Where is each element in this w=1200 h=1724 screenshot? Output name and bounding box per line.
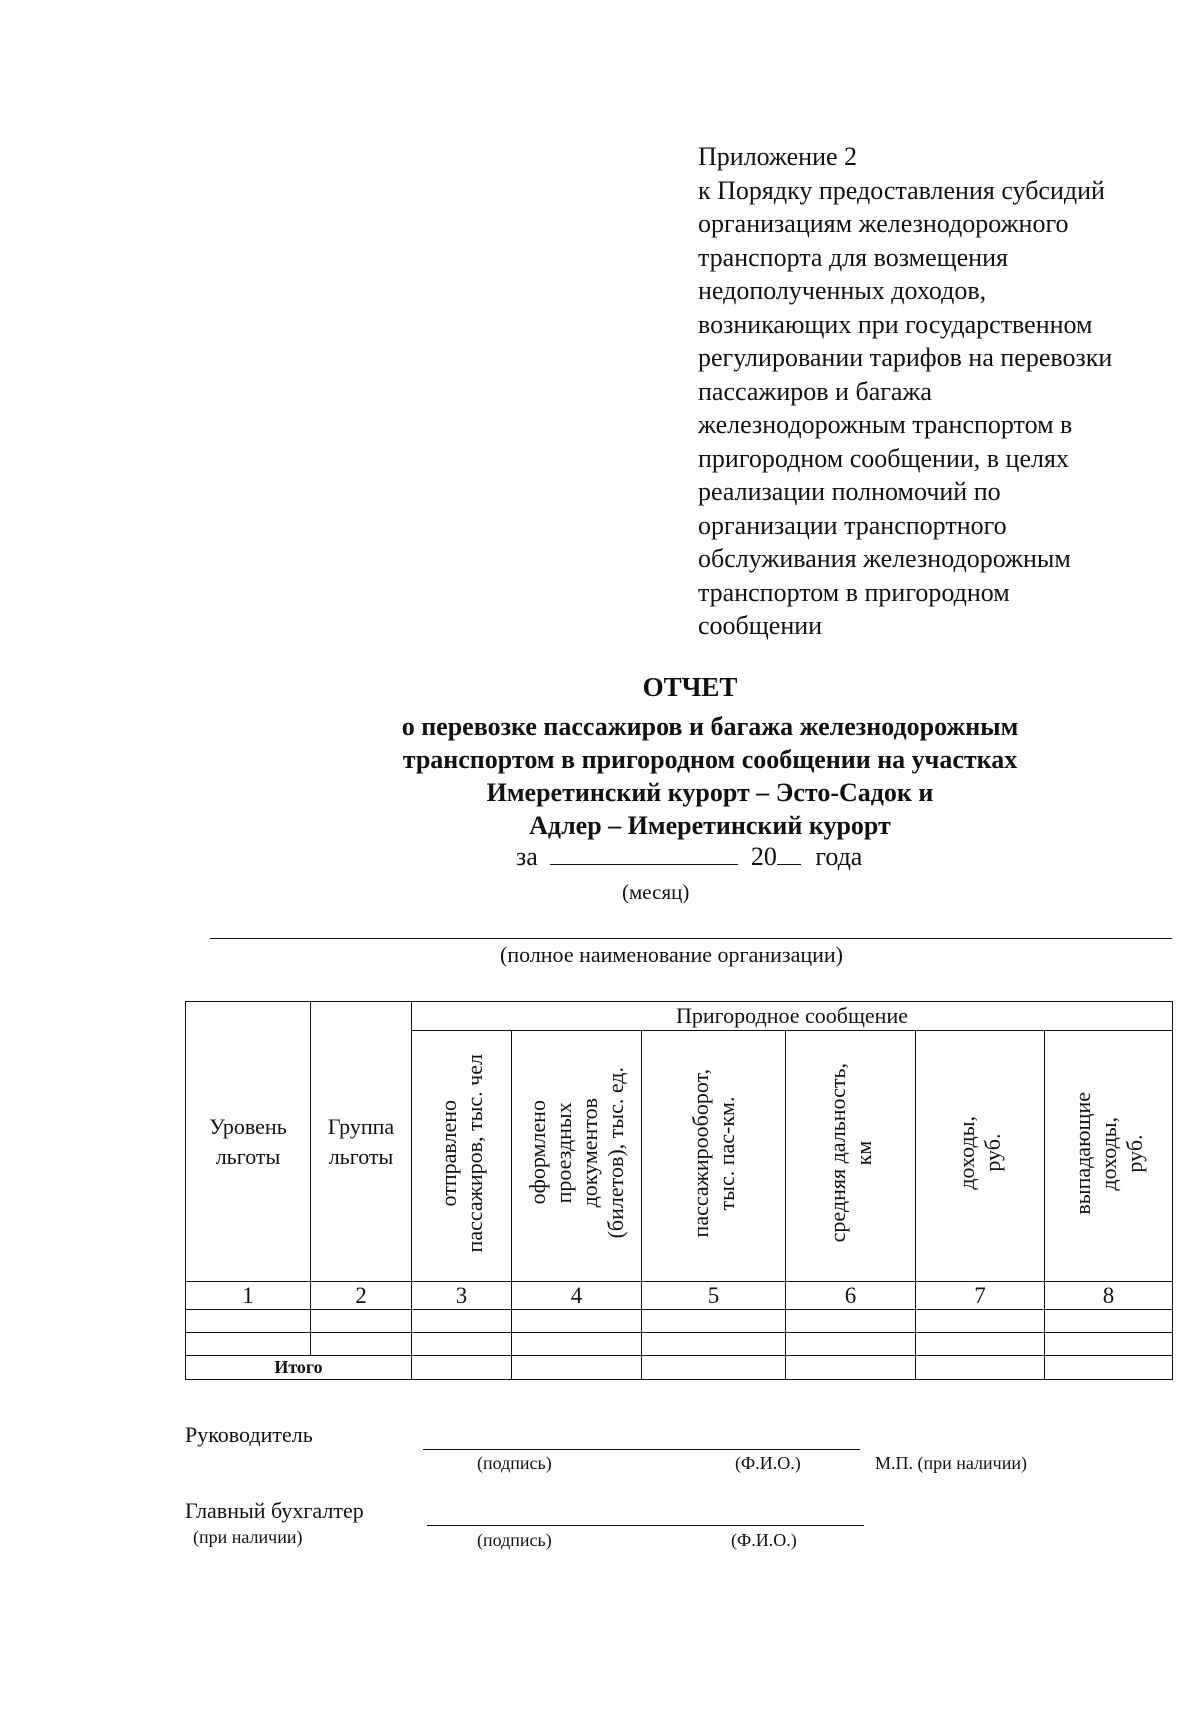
accountant-label: Главный бухгалтер [185,1498,364,1523]
appendix-line: Приложение 2 [698,142,858,171]
org-name-hint: (полное наименование организации) [500,942,843,967]
total-cell[interactable] [642,1356,786,1380]
table-cell[interactable] [311,1333,412,1356]
column-number: 6 [786,1282,916,1310]
col-header-avg-distance: средняя дальность, км [786,1031,916,1282]
table-row [186,1333,1173,1356]
appendix-line: пассажиров и багажа [698,376,932,406]
col-header-level: Уровень льготы [186,1002,311,1282]
table-cell[interactable] [916,1310,1045,1333]
total-cell[interactable] [916,1356,1045,1380]
period-suffix: года [815,842,863,871]
appendix-line: пригородном сообщении, в целях [698,443,1069,473]
table-cell[interactable] [1045,1333,1173,1356]
table-cell[interactable] [1045,1310,1173,1333]
total-cell[interactable] [412,1356,512,1380]
appendix-line: транспортом в пригородном [698,577,1010,607]
column-number: 2 [311,1282,412,1310]
column-number-row [186,1282,1173,1310]
table-cell[interactable] [512,1310,642,1333]
accountant-name-hint: (Ф.И.О.) [731,1530,797,1550]
report-subtitle-line: Адлер – Имеретинский курорт [529,811,891,840]
column-number: 1 [186,1282,311,1310]
head-signature-line[interactable] [423,1449,860,1450]
column-number: 4 [512,1282,642,1310]
column-number: 8 [1045,1282,1173,1310]
report-subtitle-line: о перевозке пассажиров и багажа железнодорожным [401,712,1019,741]
table-row [186,1310,1173,1333]
table-cell[interactable] [786,1310,916,1333]
appendix-line: транспорта для возмещения [698,242,1008,272]
period-year: 20 [750,842,777,871]
appendix-line: организациям железнодорожного [698,209,1069,238]
period-prefix: за [516,842,538,871]
appendix-line: организации транспортного [698,510,1007,540]
table-cell[interactable] [311,1310,412,1333]
appendix-line: сообщении [698,611,823,640]
table-cell[interactable] [786,1333,916,1356]
table-cell[interactable] [642,1333,786,1356]
org-name-line[interactable] [210,938,1172,939]
total-row [186,1356,1173,1380]
col-header-group: Группа льготы [311,1002,412,1282]
appendix-line: регулировании тарифов на перевозки [698,343,1113,372]
appendix-line: железнодорожным транспортом в [698,410,1073,439]
accountant-signature-line[interactable] [427,1525,864,1526]
appendix-line: обслуживания железнодорожным [698,544,1071,573]
report-subtitle [270,710,1150,842]
table-cell[interactable] [412,1310,512,1333]
report-subtitle-line: транспортом в пригородном сообщении на участках [402,745,1018,774]
appendix-line: реализации полномочий по [698,477,1001,506]
table-cell[interactable] [186,1333,311,1356]
accountant-signature-hint: (подпись) [477,1530,552,1550]
col-header-tickets: оформлено проездных документов (билетов), тыс. ед. [512,1031,642,1282]
report-subtitle-line: Имеретинский курорт – Эсто-Садок и [486,778,934,807]
table-cell[interactable] [642,1310,786,1333]
report-period [516,842,862,872]
table-cell[interactable] [916,1333,1045,1356]
column-number: 3 [412,1282,512,1310]
col-header-lost-income: выпадающие доходы, руб. [1045,1031,1173,1282]
table-cell[interactable] [186,1310,311,1333]
total-cell[interactable] [512,1356,642,1380]
head-label: Руководитель [185,1422,313,1447]
total-label: Итого [186,1356,412,1380]
month-blank[interactable] [550,842,738,865]
total-cell[interactable] [786,1356,916,1380]
group-header-suburban: Пригородное сообщение [412,1002,1173,1031]
report-title: ОТЧЕТ [642,672,738,702]
month-hint: (месяц) [622,880,690,904]
appendix-line: возникающих при государственном [698,309,1093,339]
appendix-line: недополученных доходов, [698,276,987,305]
report-table [185,1001,1173,1380]
appendix-block [698,140,1168,643]
year-blank[interactable] [777,842,801,865]
table-cell[interactable] [512,1333,642,1356]
stamp-hint: М.П. (при наличии) [875,1453,1027,1473]
appendix-line: к Порядку предоставления субсидий [698,175,1105,205]
column-number: 5 [642,1282,786,1310]
accountant-note: (при наличии) [193,1527,303,1547]
col-header-passenger-turnover: пассажирооборот, тыс. пас-км. [642,1031,786,1282]
total-cell[interactable] [1045,1356,1173,1380]
col-header-passengers: отправлено пассажиров, тыс. чел [412,1031,512,1282]
col-header-income: доходы, руб. [916,1031,1045,1282]
table-cell[interactable] [412,1333,512,1356]
head-signature-hint: (подпись) [477,1453,552,1473]
head-name-hint: (Ф.И.О.) [735,1453,801,1473]
column-number: 7 [916,1282,1045,1310]
